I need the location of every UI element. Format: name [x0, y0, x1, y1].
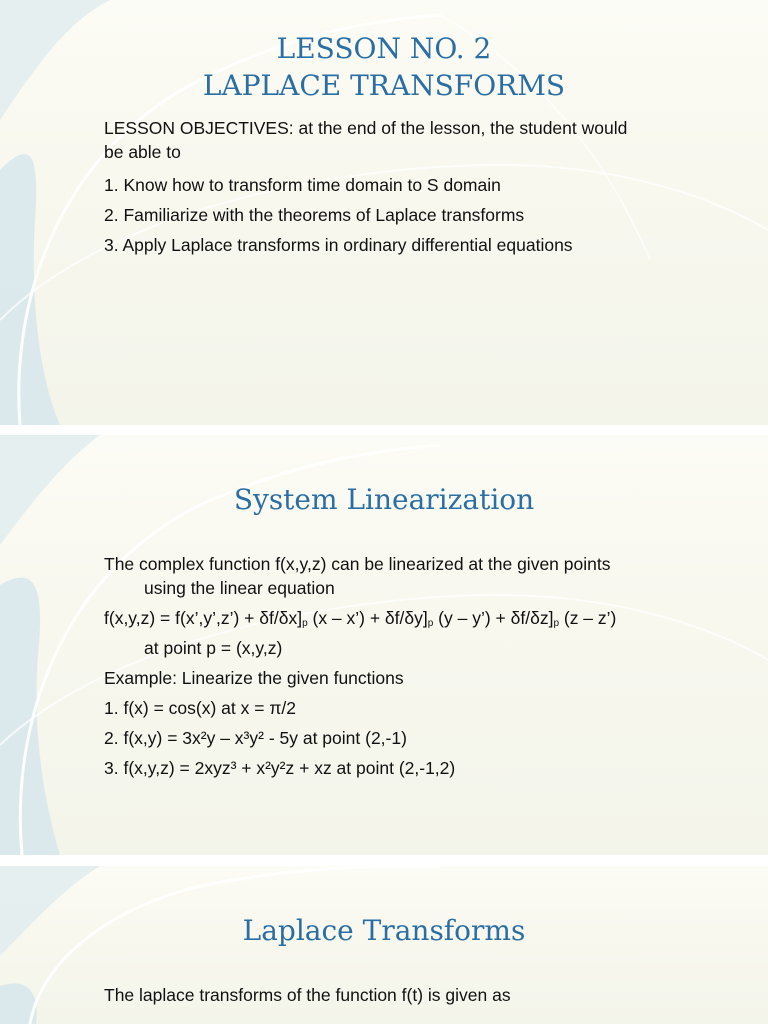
eq-subscript-1: p [302, 618, 308, 629]
eq-part-b: (x – x’) + δf/δy] [307, 608, 428, 628]
example-item: 3. f(x,y,z) = 2xyz³ + x²y²z + xz at point (2,-1,2) [104, 758, 456, 778]
eq-point: at point p = (x,y,z) [144, 638, 283, 658]
objective-item: 3. Apply Laplace transforms in ordinary differential equations [104, 235, 573, 255]
slide-system-linearization [0, 435, 768, 855]
example-intro: Example: Linearize the given functions [104, 668, 404, 688]
slide-title: System Linearization [233, 483, 535, 516]
laplace-intro-block [104, 980, 704, 1010]
intro-line-1: The complex function f(x,y,z) can be linearized at the given points [104, 554, 611, 574]
eq-subscript-3: p [553, 618, 559, 629]
slide-lesson-objectives [0, 0, 768, 425]
laplace-intro-text: The laplace transforms of the function f(t) is given as [104, 985, 511, 1005]
objectives-block [104, 116, 704, 260]
slide-laplace-transforms [0, 866, 768, 1024]
example-item: 2. f(x,y) = 3x²y – x³y² - 5y at point (2,-1) [104, 728, 407, 748]
objective-item: 1. Know how to transform time domain to S domain [104, 175, 501, 195]
example-item: 1. f(x) = cos(x) at x = π/2 [104, 698, 296, 718]
slide-title [0, 30, 768, 104]
eq-part-a: f(x,y,z) = f(x’,y’,z’) + δf/δx] [104, 608, 303, 628]
eq-part-c: (y – y’) + δf/δz] [433, 608, 554, 628]
slide-title: Laplace Transforms [242, 914, 526, 947]
eq-subscript-2: p [427, 618, 434, 629]
intro-line-2: using the linear equation [144, 578, 335, 598]
title-line-2: LAPLACE TRANSFORMS [202, 69, 566, 102]
objective-item: 2. Familiarize with the theorems of Laplace transforms [104, 205, 525, 225]
eq-part-d: (z – z’) [559, 608, 617, 628]
objectives-intro-line-1: LESSON OBJECTIVES: at the end of the lesson, the student would [104, 118, 628, 138]
linearization-block [104, 549, 704, 783]
title-line-1: LESSON NO. 2 [276, 32, 492, 65]
objectives-intro-line-2: be able to [104, 142, 181, 162]
